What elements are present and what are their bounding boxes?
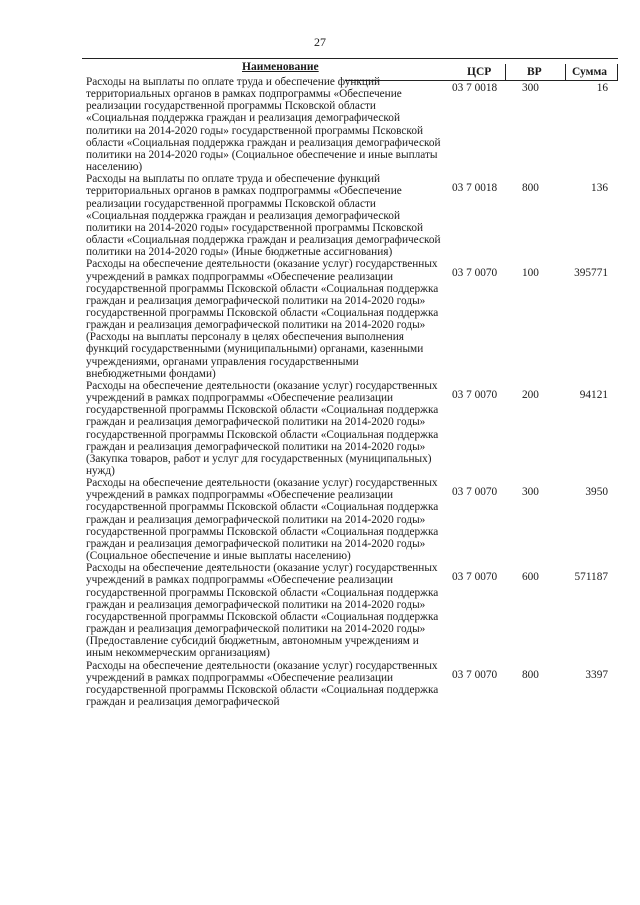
row-csr: 03 7 0070 <box>452 486 498 499</box>
row-sum: 3950 <box>585 486 608 499</box>
table-row <box>82 258 618 380</box>
row-sum: 136 <box>591 182 608 195</box>
page-number: 27 <box>314 35 326 49</box>
header-csr: ЦСР <box>467 66 492 78</box>
row-name: Расходы на обеспечение деятельности (оказание услуг) государственных учреждений в рамках подпрограммы «Обеспечение реализации государственной программы Псковской области «Социальная поддержка граждан и реализация демографической политики на 2014-2020 годы» государственной программы Псковской области «Социальная поддержка граждан и реализация демографической политики на 2014-2020 годы» (Закупка товаров, работ и услуг для государственных (муниципальных) нужд) <box>86 379 439 477</box>
table-row <box>82 173 618 258</box>
row-name: Расходы на обеспечение деятельности (оказание услуг) государственных учреждений в рамках подпрограммы «Обеспечение реализации государственной программы Псковской области «Социальная поддержка граждан и реализация демографической политики на 2014-2020 годы» государственной программы Псковской области «Социальная поддержка граждан и реализация демографической политики на 2014-2020 годы» (Предоставление субсидий бюджетным, автономным учреждениям и иным некоммерческим организациям) <box>86 562 439 660</box>
row-vr: 800 <box>522 182 539 195</box>
row-name: Расходы на выплаты по оплате труда и обеспечение функций территориальных органов в рамках подпрограммы «Обеспечение реализации государственной программы Псковской области «Социальная поддержка граждан и реализация демографической политики на 2014-2020 годы» государственной программы Псковской области «Социальная поддержка граждан и реализация демографической политики на 2014-2020 годы» (Иные бюджетные ассигнования) <box>86 173 441 259</box>
table-row <box>82 562 618 659</box>
header-name: Наименование <box>242 61 319 73</box>
table-row <box>82 76 618 173</box>
row-sum: 3397 <box>585 668 608 681</box>
row-vr: 200 <box>522 388 539 401</box>
row-sum: 94121 <box>579 388 608 401</box>
row-vr: 100 <box>522 267 539 280</box>
row-vr: 600 <box>522 571 539 584</box>
row-sum: 571187 <box>574 571 608 584</box>
row-vr: 800 <box>522 668 539 681</box>
row-csr: 03 7 0070 <box>452 668 498 681</box>
row-name: Расходы на обеспечение деятельности (оказание услуг) государственных учреждений в рамках подпрограммы «Обеспечение реализации государственной программы Псковской области «Социальная поддержка граждан и реализация демографической политики на 2014-2020 годы» государственной программы Псковской области «Социальная поддержка граждан и реализация демографической политики на 2014-2020 годы» (Расходы на выплаты персоналу в целях обеспечения выполнения функций государственными (муниципальными) органами, казенными учреждениями, органами управления государственными внебюджетными фондами) <box>86 258 439 380</box>
row-name: Расходы на обеспечение деятельности (оказание услуг) государственных учреждений в рамках подпрограммы «Обеспечение реализации государственной программы Псковской области «Социальная поддержка граждан и реализация демографической <box>86 659 439 708</box>
header-sum: Сумма <box>572 66 607 78</box>
table-row <box>82 660 618 709</box>
row-csr: 03 7 0070 <box>452 388 498 401</box>
row-sum: 16 <box>596 82 608 94</box>
row-name: Расходы на выплаты по оплате труда и обеспечение функций территориальных органов в рамках подпрограммы «Обеспечение реализации государственной программы Псковской области «Социальная поддержка граждан и реализация демографической политики на 2014-2020 годы» государственной программы Псковской области «Социальная поддержка граждан и реализация демографической политики на 2014-2020 годы» (Социальное обеспечение и иные выплаты населению) <box>86 76 441 174</box>
header-vr: ВР <box>527 66 542 78</box>
table-header <box>82 58 618 77</box>
row-vr: 300 <box>522 486 539 499</box>
row-csr: 03 7 0018 <box>452 182 498 195</box>
row-vr: 300 <box>522 82 539 94</box>
table-row <box>82 380 618 477</box>
budget-table <box>82 76 618 708</box>
row-csr: 03 7 0018 <box>452 82 498 94</box>
table-row <box>82 477 618 562</box>
row-sum: 395771 <box>574 267 608 280</box>
row-name: Расходы на обеспечение деятельности (оказание услуг) государственных учреждений в рамках подпрограммы «Обеспечение реализации государственной программы Псковской области «Социальная поддержка граждан и реализация демографической политики на 2014-2020 годы» государственной программы Псковской области «Социальная поддержка граждан и реализация демографической политики на 2014-2020 годы» (Социальное обеспечение и иные выплаты населению) <box>86 477 439 563</box>
row-csr: 03 7 0070 <box>452 571 498 584</box>
row-csr: 03 7 0070 <box>452 267 498 280</box>
